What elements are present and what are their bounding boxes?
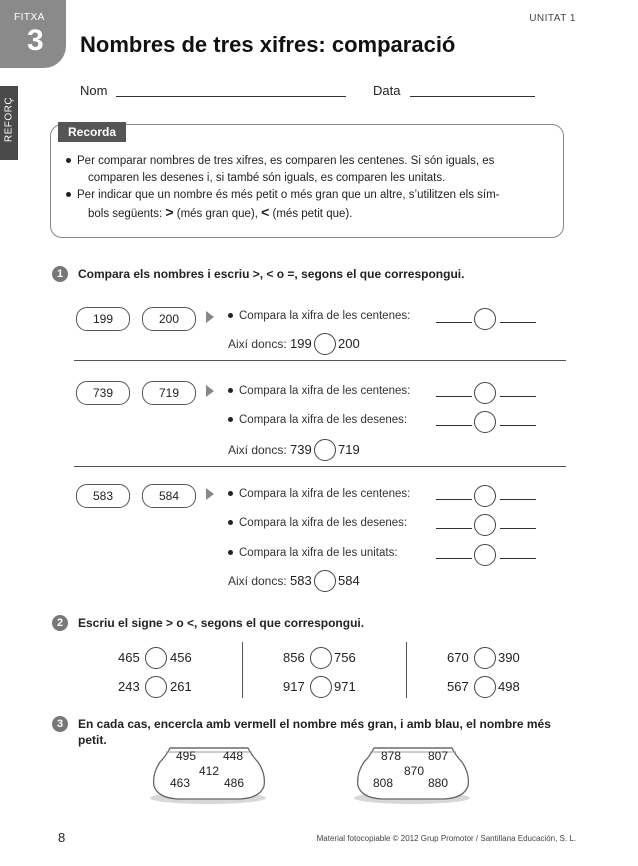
sign-circle[interactable] xyxy=(314,333,336,355)
number-pill: 739 xyxy=(76,381,130,405)
jar-number[interactable]: 808 xyxy=(373,776,394,790)
date-field[interactable] xyxy=(410,96,535,97)
answer-line[interactable] xyxy=(500,558,536,559)
pair-b: 971 xyxy=(334,679,356,694)
sign-circle[interactable] xyxy=(310,647,332,669)
sign-circle[interactable] xyxy=(474,382,496,404)
sign-circle[interactable] xyxy=(314,439,336,461)
therefore-b: 719 xyxy=(338,442,360,457)
jar-number[interactable]: 880 xyxy=(428,776,449,790)
sign-circle[interactable] xyxy=(474,411,496,433)
exercise-2-number: 2 xyxy=(52,615,68,631)
divider xyxy=(74,360,566,361)
compare-tens: Compara la xifra de les desenes: xyxy=(228,517,407,529)
pair-a: 567 xyxy=(447,679,469,694)
sign-circle[interactable] xyxy=(474,544,496,566)
fitxa-number: 3 xyxy=(27,24,44,57)
jar-number[interactable]: 870 xyxy=(404,764,425,778)
pair-b: 498 xyxy=(498,679,520,694)
number-pill: 719 xyxy=(142,381,196,405)
answer-line[interactable] xyxy=(436,396,472,397)
compare-units: Compara la xifra de les unitats: xyxy=(228,547,398,559)
therefore-line: Així doncs: 199 xyxy=(228,336,312,351)
exercise-3-number: 3 xyxy=(52,716,68,732)
exercise-3-title: En cada cas, encercla amb vermell el nombre més gran, i amb blau, el nombre més petit. xyxy=(78,717,551,747)
jar-number[interactable]: 463 xyxy=(170,776,191,790)
page-title: Nombres de tres xifres: comparació xyxy=(80,32,456,57)
recorda-bullet-1: Per comparar nombres de tres xifres, es comparen les centenes. Si són iguals, es comparen les desenes i, si també són iguals, es comparen les unitats. xyxy=(66,153,546,187)
compare-tens: Compara la xifra de les desenes: xyxy=(228,414,407,426)
therefore-b: 584 xyxy=(338,573,360,588)
jar-number[interactable]: 807 xyxy=(428,749,449,763)
side-tab-label: REFORÇ xyxy=(3,96,15,143)
answer-line[interactable] xyxy=(500,322,536,323)
sign-circle[interactable] xyxy=(474,308,496,330)
exercise-1-number: 1 xyxy=(52,266,68,282)
sign-circle[interactable] xyxy=(314,570,336,592)
pair-a: 856 xyxy=(283,650,305,665)
number-pill: 199 xyxy=(76,307,130,331)
answer-line[interactable] xyxy=(500,499,536,500)
bullet-dot xyxy=(66,158,71,163)
bullet-dot xyxy=(66,192,71,197)
number-pill: 200 xyxy=(142,307,196,331)
answer-line[interactable] xyxy=(500,528,536,529)
jar-number[interactable]: 412 xyxy=(199,764,220,778)
sign-circle[interactable] xyxy=(474,485,496,507)
number-pill: 584 xyxy=(142,484,196,508)
name-field[interactable] xyxy=(116,96,346,97)
name-label: Nom xyxy=(80,83,108,98)
arrow-icon xyxy=(206,385,214,397)
answer-line[interactable] xyxy=(500,396,536,397)
compare-hundreds: Compara la xifra de les centenes: xyxy=(228,385,410,397)
compare-hundreds: Compara la xifra de les centenes: xyxy=(228,488,410,500)
pair-b: 456 xyxy=(170,650,192,665)
pair-a: 917 xyxy=(283,679,305,694)
page-number: 8 xyxy=(58,830,66,845)
date-label: Data xyxy=(373,83,401,98)
sign-circle[interactable] xyxy=(474,647,496,669)
sign-circle[interactable] xyxy=(145,647,167,669)
therefore-b: 200 xyxy=(338,336,360,351)
unit-label: UNITAT 1 xyxy=(529,13,576,24)
pair-a: 243 xyxy=(118,679,140,694)
answer-line[interactable] xyxy=(436,322,472,323)
answer-line[interactable] xyxy=(436,499,472,500)
answer-line[interactable] xyxy=(436,528,472,529)
jar-number[interactable]: 495 xyxy=(176,749,197,763)
sign-circle[interactable] xyxy=(474,676,496,698)
jar-number[interactable]: 486 xyxy=(224,776,245,790)
sign-circle[interactable] xyxy=(145,676,167,698)
sign-circle[interactable] xyxy=(310,676,332,698)
jar-number[interactable]: 878 xyxy=(381,749,402,763)
pair-b: 261 xyxy=(170,679,192,694)
answer-line[interactable] xyxy=(436,558,472,559)
number-pill: 583 xyxy=(76,484,130,508)
therefore-line: Així doncs: 583 xyxy=(228,573,312,588)
divider xyxy=(74,466,566,467)
recorda-tab: Recorda xyxy=(58,122,126,142)
exercise-2-title: Escriu el signe > o <, segons el que correspongui. xyxy=(78,616,365,630)
sign-circle[interactable] xyxy=(474,514,496,536)
exercise-1-title: Compara els nombres i escriu >, < o =, segons el que correspongui. xyxy=(78,267,465,281)
pair-a: 670 xyxy=(447,650,469,665)
pair-b: 390 xyxy=(498,650,520,665)
pair-b: 756 xyxy=(334,650,356,665)
pair-a: 465 xyxy=(118,650,140,665)
fitxa-label: FITXA xyxy=(14,12,45,23)
jar-number[interactable]: 448 xyxy=(223,749,244,763)
recorda-bullet-2: Per indicar que un nombre és més petit o més gran que un altre, s’utilitzen els sím- bols següents: > (més gran que), < (més petit que). xyxy=(66,187,556,223)
arrow-icon xyxy=(206,488,214,500)
compare-hundreds: Compara la xifra de les centenes: xyxy=(228,310,410,322)
therefore-line: Així doncs: 739 xyxy=(228,442,312,457)
answer-line[interactable] xyxy=(500,425,536,426)
column-divider xyxy=(406,642,407,698)
column-divider xyxy=(242,642,243,698)
arrow-icon xyxy=(206,311,214,323)
copyright-note: Material fotocopiable © 2012 Grup Promotor / Santillana Educación, S. L. xyxy=(316,834,576,843)
answer-line[interactable] xyxy=(436,425,472,426)
